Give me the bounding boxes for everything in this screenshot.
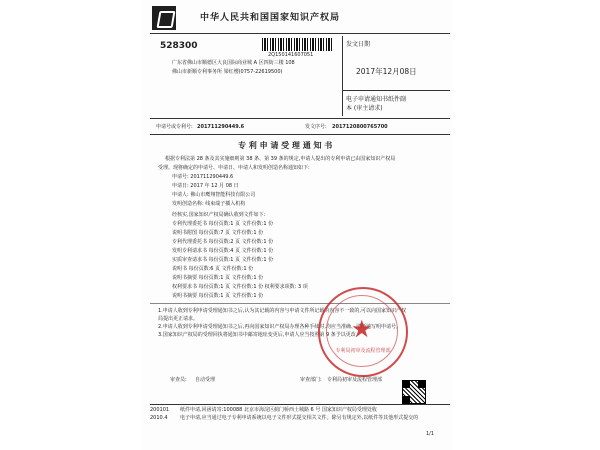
department-label: 审查部门: bbox=[300, 377, 322, 383]
qr-code-icon bbox=[402, 380, 426, 404]
examiner-value: 自动受理 bbox=[195, 377, 216, 383]
application-number-value: 201711290449.6 bbox=[197, 124, 245, 130]
document-item: 发明专利请求书 每份页数:4 页 文件份数:1 份 bbox=[172, 248, 274, 254]
barcode-number: 2Q150141607051 bbox=[268, 52, 314, 58]
field-invention-title: 发明创造名称: 线束端子插入机构 bbox=[172, 201, 246, 207]
document-item: 权利要求书 每份页数:1 页 文件份数:1 份 权利要求项数: 3 项 bbox=[172, 284, 308, 290]
issue-date-value: 2017年12月08日 bbox=[356, 67, 417, 76]
examiner-label: 审查员: bbox=[170, 377, 187, 383]
document-item: 说明书摘要 每份页数:1 页 文件份数:1 份 bbox=[172, 293, 264, 299]
office-name: 中华人民共和国国家知识产权局 bbox=[200, 13, 341, 23]
remarks-rule bbox=[150, 303, 450, 304]
right-box-divider bbox=[342, 36, 343, 116]
document-item: 说明书 每份页数:6 页 文件份数:1 份 bbox=[172, 266, 254, 272]
document-item: 专利代理委托书 每份页数:1 页 文件份数:1 份 bbox=[172, 221, 274, 227]
remark-line: 2.申请人收到专利申请受理通知书之后,再向国家知识产权局办理各种手续时,均应当准确、清晰地写明申请号。 bbox=[158, 324, 401, 330]
form-code-2: 2010.4 bbox=[150, 415, 168, 421]
seal-star-icon: ★ bbox=[351, 315, 373, 343]
address-barcode bbox=[262, 38, 332, 51]
cnipa-logo-icon bbox=[152, 6, 176, 30]
document-item: 专利代理委托书 每份页数:2 页 文件份数:1 份 bbox=[172, 239, 274, 245]
application-number-label: 申请号或专利号: bbox=[156, 124, 193, 130]
department-value: 专利局初审及流程管理部 bbox=[327, 377, 383, 383]
remark-line: 局提出更正请求。 bbox=[158, 316, 199, 322]
notice-title: 专 利 申 请 受 理 通 知 书 bbox=[238, 141, 333, 150]
notes-line-2: 电子申请,应当通过电子专利申请系统以电子文件形式提交相关文件。除另有规定外,以纸件等其他形式提交的 bbox=[180, 415, 419, 421]
right-box-rule bbox=[342, 90, 450, 91]
issue-date-label: 发文日期 bbox=[346, 41, 371, 48]
address-line-2: 佛山市新顺专利事务所 梁红缨(0757-22619500) bbox=[172, 69, 283, 75]
numbers-bottom-rule bbox=[150, 134, 450, 135]
field-application-no: 申请号: 201711290449.6 bbox=[172, 174, 234, 180]
numbers-top-rule bbox=[150, 118, 450, 119]
remark-line: 1.申请人收到专利申请受理通知书之后,认为其记载的内容与申请文件所记载的内容不一致的,可以向国家知识产权 bbox=[158, 308, 406, 314]
remark-line: 3.国家知识产权局的受理回执将通知书中邮寄地址变更后,申请人应当按照第 9 条予以更改。 bbox=[158, 332, 361, 338]
address-line-1: 广东省佛山市顺德区大良国际商业城 A 区四街三楼 108 bbox=[172, 60, 295, 66]
intro-line-1: 根据专利法第 28 条及其实施细则第 38 条、第 39 条的规定,申请人提出的专利申请已由国家知识产权局 bbox=[165, 156, 396, 162]
doc-serial-value: 2017120800765700 bbox=[332, 124, 388, 130]
doc-type-line-2: 本 (审主请求) bbox=[346, 105, 383, 112]
document-item: 说明书摘要 每份页数:1 页 文件份数:1 份 bbox=[172, 275, 264, 281]
document-item: 实质审查请求书 每份页数:1 页 文件份数:1 份 bbox=[172, 257, 274, 263]
doc-serial-label: 发文序号: bbox=[305, 124, 327, 130]
page-number: 1/1 bbox=[426, 431, 435, 437]
document-item: 说明书附图 每份页数:7 页 文件份数:1 份 bbox=[172, 230, 264, 236]
notes-rule bbox=[150, 404, 450, 405]
seal-text: 专利局初审及流程管理部 bbox=[335, 348, 391, 354]
field-applicant: 申请人: 佛山市鹰翔智能科技有限公司 bbox=[172, 192, 256, 198]
notes-line-1: 纸件申请,回函请寄:100088 北京市海淀区蓟门桥西土城路 6 号 国家知识产权局受理处收 bbox=[180, 407, 377, 413]
official-seal bbox=[318, 287, 408, 377]
documents-intro: 经核实,国家知识产权局确认收到文件如下: bbox=[172, 212, 266, 218]
postal-code: 528300 bbox=[160, 41, 198, 51]
doc-type-line-1: 电子申请通知书纸件副 bbox=[346, 96, 407, 103]
form-code-1: 200101 bbox=[150, 407, 170, 413]
header-rule bbox=[150, 33, 450, 34]
intro-line-2: 受理。现将确定的申请号、申请日、申请人和发明创造名称通知如下: bbox=[158, 165, 310, 171]
field-filing-date: 申请日: 2017 年 12 月 08 日 bbox=[172, 183, 239, 189]
